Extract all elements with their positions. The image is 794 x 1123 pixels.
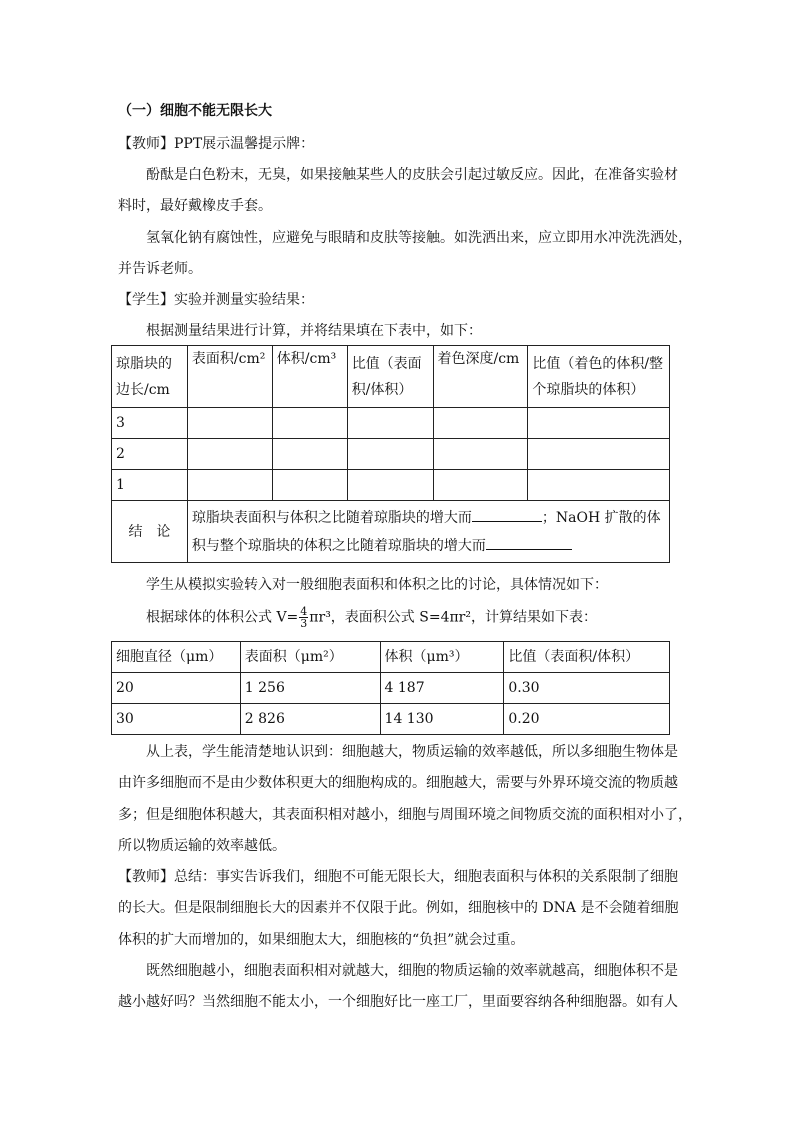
header-surface-area: 表面积/cm² (187, 346, 272, 408)
empty-cell (528, 439, 670, 470)
table-row (112, 470, 670, 501)
empty-cell (433, 408, 528, 439)
table-header-row (112, 346, 670, 408)
teacher-ppt-line: 【教师】PPT展示温馨提示牌： (118, 136, 315, 152)
empty-cell (187, 439, 272, 470)
teacher-summary-3: 体积的扩大而增加的，如果细胞太大，细胞核的“负担”就会过重。 (118, 932, 525, 948)
empty-cell (433, 470, 528, 501)
simulation-discussion-line: 学生从模拟实验转入对一般细胞表面积和体积之比的讨论，具体情况如下： (146, 577, 608, 593)
row-edge-1: 1 (112, 470, 188, 501)
fraction-denominator: 3 (300, 617, 308, 630)
empty-cell (272, 470, 347, 501)
section-title: （一）细胞不能无限长大 (118, 103, 272, 119)
conclusion-row (112, 501, 670, 563)
header-stain-depth: 着色深度/cm (433, 346, 528, 408)
teacher-summary-2: 的长大。但是限制细胞长大的因素并不仅限于此。例如，细胞核中的 DNA 是不会随着细胞 (118, 900, 679, 916)
naoh-para-1: 氢氧化钠有腐蚀性，应避免与眼睛和皮肤等接触。如洗洒出来，应立即用水冲洗洗洒处， (146, 230, 692, 246)
header-surface-area-um: 表面积（μm²） (240, 642, 380, 673)
header-volume-um: 体积（μm³） (380, 642, 504, 673)
fraction-numerator: 4 (300, 605, 308, 618)
fraction-four-thirds (299, 606, 308, 629)
conclusion-text-c: 积与整个琼脂块的体积之比随着琼脂块的增大而 (191, 537, 486, 554)
empty-cell (347, 439, 433, 470)
empty-cell (187, 408, 272, 439)
empty-cell (347, 408, 433, 439)
header-ratio: 比值（表面积/体积） (347, 346, 433, 408)
empty-cell (528, 470, 670, 501)
teacher-summary-1: 【教师】总结：事实告诉我们，细胞不可能无限长大，细胞表面积与体积的关系限制了细胞 (118, 869, 678, 885)
analysis-para-3: 多；但是细胞体积越大，其表面积相对越小，细胞与周围环境之间物质交流的面积相对小了， (118, 807, 692, 823)
conclusion-label: 结 论 (112, 501, 188, 563)
table-row (112, 439, 670, 470)
closing-para-1: 既然细胞越小，细胞表面积相对就越大，细胞的物质运输的效率就越高，细胞体积不是 (146, 963, 678, 979)
conclusion-blank-1 (472, 507, 542, 522)
conclusion-blank-2 (486, 535, 572, 550)
table-row (112, 673, 670, 704)
header-edge-length: 琼脂块的边长/cm (112, 346, 188, 408)
cell-surface-area: 2 826 (240, 704, 380, 735)
header-stain-ratio: 比值（着色的体积/整个琼脂块的体积） (528, 346, 670, 408)
analysis-para-1: 从上表，学生能清楚地认识到：细胞越大，物质运输的效率越低，所以多细胞生物体是 (146, 744, 678, 760)
cell-ratio: 0.30 (504, 673, 670, 704)
conclusion-cell (187, 501, 669, 563)
agar-block-table (111, 345, 670, 563)
empty-cell (528, 408, 670, 439)
conclusion-text-a: 琼脂块表面积与体积之比随着琼脂块的增大而 (191, 509, 472, 526)
cell-diameter: 20 (112, 673, 241, 704)
cell-volume: 14 130 (380, 704, 504, 735)
table-row (112, 408, 670, 439)
naoh-para-2: 并告诉老师。 (118, 261, 202, 277)
conclusion-text-b: ；NaOH 扩散的体 (541, 509, 661, 526)
cell-diameter: 30 (112, 704, 241, 735)
cell-surface-area: 1 256 (240, 673, 380, 704)
row-edge-2: 2 (112, 439, 188, 470)
table-row (112, 704, 670, 735)
cell-volume: 4 187 (380, 673, 504, 704)
empty-cell (433, 439, 528, 470)
formula-post: πr³，表面积公式 S=4πr²，计算结果如下表： (309, 609, 597, 626)
phenolphthalein-para-1: 酚酞是白色粉末，无臭，如果接触某些人的皮肤会引起过敏反应。因此，在准备实验材 (146, 167, 678, 183)
cell-ratio: 0.20 (504, 704, 670, 735)
header-area-volume-ratio: 比值（表面积/体积） (504, 642, 670, 673)
empty-cell (187, 470, 272, 501)
closing-para-2: 越小越好吗？当然细胞不能太小，一个细胞好比一座工厂，里面要容纳各种细胞器。如有人 (118, 994, 678, 1010)
formula-pre: 根据球体的体积公式 V= (146, 609, 299, 626)
empty-cell (272, 439, 347, 470)
header-volume: 体积/cm³ (272, 346, 347, 408)
phenolphthalein-para-2: 料时，最好戴橡皮手套。 (118, 198, 272, 214)
header-cell-diameter: 细胞直径（μm） (112, 642, 241, 673)
empty-cell (272, 408, 347, 439)
analysis-para-2: 由许多细胞而不是由少数体积更大的细胞构成的。细胞越大，需要与外界环境交流的物质越 (118, 775, 678, 791)
analysis-para-4: 所以物质运输的效率越低。 (118, 838, 286, 854)
calc-intro-line: 根据测量结果进行计算，并将结果填在下表中，如下： (146, 323, 482, 339)
formula-line (146, 606, 706, 629)
student-experiment-line: 【学生】实验并测量实验结果： (118, 292, 314, 308)
empty-cell (347, 470, 433, 501)
cell-size-table (111, 641, 670, 735)
table2-header-row (112, 642, 670, 673)
row-edge-3: 3 (112, 408, 188, 439)
